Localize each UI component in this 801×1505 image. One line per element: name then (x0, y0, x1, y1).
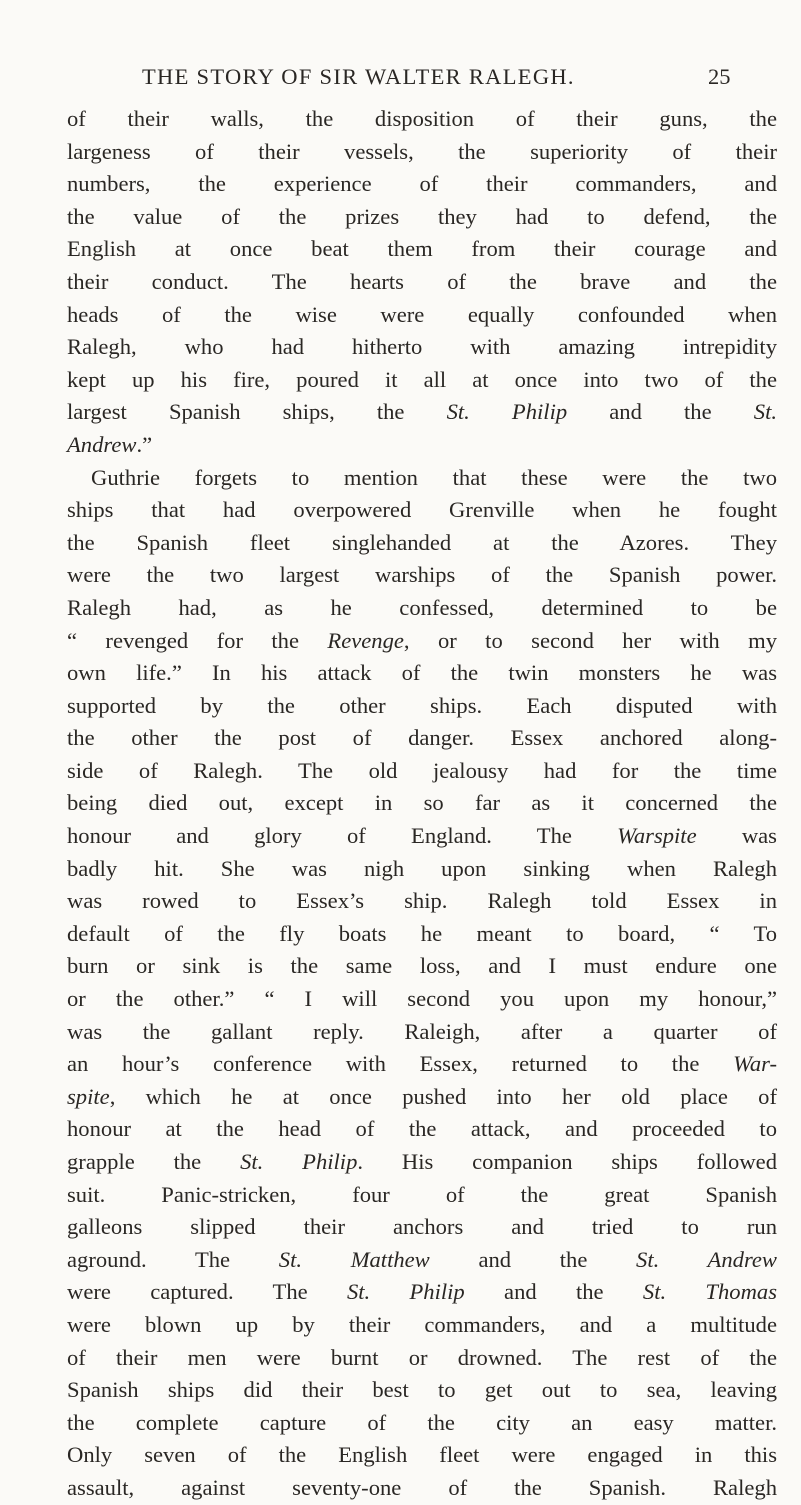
text-segment: English at once beat them from their courage and (67, 236, 777, 262)
text-line (67, 918, 777, 951)
text-line (67, 1276, 777, 1309)
text-segment: side of Ralegh. The old jealousy had for the time (67, 757, 777, 783)
text-line (67, 364, 777, 397)
text-segment: the other the post of danger. Essex anchored along- (67, 725, 777, 751)
text-line (67, 592, 777, 625)
text-segment: galleons slipped their anchors and tried to run (67, 1214, 777, 1240)
text-line (67, 1244, 777, 1277)
text-line (67, 950, 777, 983)
text-segment: “ revenged for the (67, 627, 328, 653)
text-line (67, 690, 777, 723)
text-line (67, 657, 777, 690)
text-line (67, 429, 777, 462)
text-line (67, 1016, 777, 1049)
text-segment: assault, against seventy-one of the Spanish. Ralegh (67, 1474, 777, 1500)
text-segment: Ralegh had, as he confessed, determined to be (67, 594, 777, 620)
text-line (67, 103, 777, 136)
text-segment: being died out, except in so far as it concerned the (67, 790, 777, 816)
text-segment: their conduct. The hearts of the brave and the (67, 268, 777, 294)
page-number: 25 (708, 64, 731, 89)
italic-text-segment: Revenge (327, 627, 404, 653)
text-line (67, 266, 777, 299)
text-line (67, 559, 777, 592)
text-segment: the complete capture of the city an easy matter. (67, 1409, 777, 1435)
text-segment: of their walls, the disposition of their guns, the (67, 106, 777, 131)
text-segment: .” (136, 431, 153, 457)
text-segment: Spanish ships did their best to get out to sea, leaving (67, 1377, 777, 1403)
text-segment: was the gallant reply. Raleigh, after a quarter of (67, 1018, 777, 1044)
running-head (0, 62, 801, 92)
italic-text-segment: St. Philip (346, 1279, 465, 1305)
text-line (67, 1342, 777, 1375)
text-line (67, 233, 777, 266)
text-segment: Only seven of the English fleet were engaged in this (67, 1442, 777, 1468)
text-line (67, 625, 777, 658)
text-segment: and the (567, 399, 754, 425)
text-line (67, 1081, 777, 1114)
running-title: THE STORY OF SIR WALTER RALEGH. (142, 64, 575, 89)
text-segment: or the other.” “ I will second you upon my honour,” (67, 986, 777, 1012)
text-line (67, 462, 777, 495)
text-segment: , which he at once pushed into her old place of (109, 1083, 777, 1109)
text-segment: and the (429, 1246, 637, 1272)
text-segment: suit. Panic-stricken, four of the great Spanish (67, 1181, 777, 1207)
text-segment: supported by the other ships. Each disputed with (67, 692, 777, 718)
text-line (67, 1374, 777, 1407)
italic-text-segment: St. Philip (240, 1149, 358, 1174)
text-line (67, 1407, 777, 1440)
text-segment: ships that had overpowered Grenville when he fought (67, 497, 777, 523)
text-line (67, 1179, 777, 1212)
text-line (67, 201, 777, 234)
text-segment: the Spanish fleet singlehanded at the Azores. They (67, 529, 777, 555)
text-segment: burn or sink is the same loss, and I must endure one (67, 953, 777, 979)
italic-text-segment: spite (67, 1083, 110, 1109)
text-segment: of their men were burnt or drowned. The rest of the (67, 1344, 777, 1370)
text-line (67, 1113, 777, 1146)
text-segment: largeness of their vessels, the superiority of their (67, 138, 777, 164)
text-segment: kept up his fire, poured it all at once into two of the (67, 366, 777, 392)
italic-text-segment: Andrew (67, 431, 137, 457)
text-line (67, 1309, 777, 1342)
text-line (67, 755, 777, 788)
text-line (67, 1439, 777, 1472)
text-segment: Guthrie forgets to mention that these were the two (91, 464, 777, 490)
text-segment: an hour’s conference with Essex, returned to the (67, 1051, 734, 1077)
text-line (67, 885, 777, 918)
text-segment: the value of the prizes they had to defend, the (67, 203, 777, 229)
text-line (67, 331, 777, 364)
text-segment: default of the fly boats he meant to board, “ To (67, 920, 777, 946)
text-line (67, 722, 777, 755)
italic-text-segment: St. Andrew (636, 1246, 777, 1272)
text-segment: badly hit. She was nigh upon sinking when Ralegh (67, 855, 777, 881)
text-line (67, 396, 777, 429)
italic-text-segment: St. Philip (446, 399, 568, 425)
text-segment: honour at the head of the attack, and proceeded to (67, 1116, 777, 1142)
text-line (67, 1211, 777, 1244)
text-segment: aground. The (67, 1246, 279, 1272)
text-segment: were captured. The (67, 1279, 347, 1305)
text-segment: numbers, the experience of their commanders, and (67, 171, 777, 197)
text-segment: and the (464, 1279, 643, 1305)
italic-text-segment: St. Thomas (642, 1279, 777, 1305)
text-segment: were the two largest warships of the Spanish power. (67, 562, 777, 588)
text-line (67, 136, 777, 169)
text-line (67, 1472, 777, 1505)
text-segment: honour and glory of England. The (67, 823, 618, 849)
text-segment: Ralegh, who had hitherto with amazing intrepidity (67, 334, 777, 360)
text-line (67, 1146, 777, 1179)
text-line (67, 853, 777, 886)
text-segment: was rowed to Essex’s ship. Ralegh told Essex in (67, 888, 777, 914)
italic-text-segment: St. Matthew (278, 1246, 430, 1272)
text-line (67, 787, 777, 820)
text-segment: were blown up by their commanders, and a multitude (67, 1311, 777, 1337)
text-segment: own life.” In his attack of the twin monsters he was (67, 660, 777, 686)
text-segment: , or to second her with my (403, 627, 777, 653)
text-line (67, 1048, 777, 1081)
text-line (67, 299, 777, 332)
text-line (67, 168, 777, 201)
text-line (67, 494, 777, 527)
text-line (67, 527, 777, 560)
italic-text-segment: War- (733, 1051, 777, 1077)
text-segment: grapple the (67, 1149, 241, 1174)
italic-text-segment: St. (753, 399, 777, 425)
text-line (67, 820, 777, 853)
body-text (67, 103, 777, 1505)
italic-text-segment: Warspite (617, 823, 697, 849)
text-segment: was (696, 823, 777, 849)
text-segment: largest Spanish ships, the (67, 399, 447, 425)
text-segment: heads of the wise were equally confounded when (67, 301, 777, 327)
text-line (67, 983, 777, 1016)
text-segment: . His companion ships followed (357, 1149, 777, 1174)
